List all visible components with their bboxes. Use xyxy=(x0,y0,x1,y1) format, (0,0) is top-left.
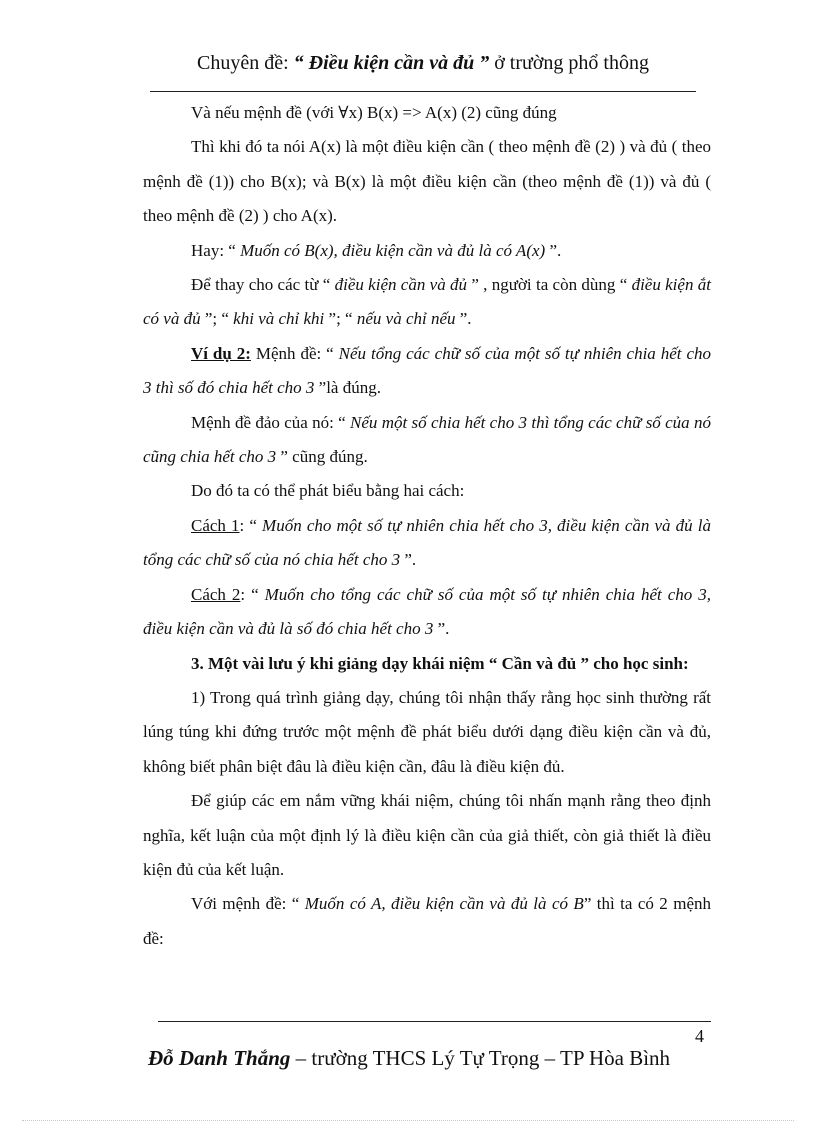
way-1-tail: ”. xyxy=(400,550,417,570)
paragraph-3 xyxy=(143,234,711,268)
example-2-label: Ví dụ 2: xyxy=(191,343,251,363)
way-2-tail: ”. xyxy=(433,619,450,639)
paragraph-11: 1) Trong quá trình giảng dạy, chúng tôi nhận thấy rằng học sinh thường rất lúng túng khi đứng trước một mệnh đề phát biểu dưới dạng điều kiện cần và đủ, không biết phân biệt đâu là điều kiện cần, đâu là điều kiện đủ. xyxy=(143,687,711,776)
p3-tail: ”. xyxy=(545,240,562,260)
example-2 xyxy=(143,337,711,406)
p3-quote: Muốn có B(x), điều kiện cần và đủ là có A(x) xyxy=(240,240,546,260)
p4-t4: ”; “ xyxy=(324,309,357,329)
p13-tail: ” thì ta có 2 mệnh đề: xyxy=(143,894,711,948)
header-topic: “ Điều kiện cần và đủ ” xyxy=(293,52,490,74)
p4-i3: khi và chỉ khi xyxy=(233,309,325,329)
way-2-label: Cách 2 xyxy=(191,584,241,604)
way-2-quote: Muốn cho tổng các chữ số của một số tự nhiên chia hết cho 3, điều kiện cần và đủ là số đó chia hết cho 3 xyxy=(143,584,711,639)
p4-t2: ” , người ta còn dùng “ xyxy=(467,275,632,295)
paragraph-6 xyxy=(143,406,711,475)
paragraph-1: Và nếu mệnh đề (với ∀x) B(x) => A(x) (2) cũng đúng xyxy=(191,103,557,122)
document-body xyxy=(143,96,711,956)
header-prefix: Chuyên đề: xyxy=(197,52,294,74)
way-2-lead: : “ xyxy=(240,584,265,604)
page-footer xyxy=(148,1046,670,1071)
page-number: 4 xyxy=(695,1026,704,1046)
way-1 xyxy=(143,509,711,578)
p4-t3: ”; “ xyxy=(200,309,234,329)
paragraph-7: Do đó ta có thể phát biểu bằng hai cách: xyxy=(191,481,465,501)
example-2-quote: Nếu tổng các chữ số của một số tự nhiên chia hết cho 3 thì số đó chia hết cho 3 xyxy=(143,343,711,398)
p6-lead: Mệnh đề đảo của nó: “ xyxy=(191,412,351,432)
p4-i2: điều kiện ắt có và đủ xyxy=(143,275,711,329)
p13-quote: Muốn có A, điều kiện cần và đủ là có B xyxy=(304,894,584,914)
p3-lead: Hay: “ xyxy=(191,240,241,260)
footer-rest: – trường THCS Lý Tự Trọng – TP Hòa Bình xyxy=(290,1046,671,1070)
way-2 xyxy=(143,578,711,647)
p4-i4: nếu và chỉ nếu xyxy=(356,309,456,329)
way-1-quote: Muốn cho một số tự nhiên chia hết cho 3, điều kiện cần và đủ là tổng các chữ số của nó chia hết cho 3 xyxy=(143,515,711,570)
p6-quote: Nếu một số chia hết cho 3 thì tổng các chữ số của nó cũng chia hết cho 3 xyxy=(143,412,711,467)
way-1-lead: : “ xyxy=(239,515,263,535)
example-2-tail: ”là đúng. xyxy=(314,378,381,398)
example-2-lead: Mệnh đề: “ xyxy=(250,343,339,363)
footer-rule xyxy=(158,1021,711,1022)
p4-t5: ”. xyxy=(455,309,472,329)
way-1-label: Cách 1 xyxy=(191,515,240,535)
paragraph-12: Để giúp các em nắm vững khái niệm, chúng tôi nhấn mạnh rằng theo định nghĩa, kết luận của một định lý là điều kiện cần của giả thiết, còn giả thiết là điều kiện đủ của kết luận. xyxy=(143,791,711,879)
section-3-heading: 3. Một vài lưu ý khi giảng dạy khái niệm “ Cần và đủ ” cho học sinh: xyxy=(191,653,689,673)
p4-i1: điều kiện cần và đủ xyxy=(334,275,468,295)
paragraph-2: Thì khi đó ta nói A(x) là một điều kiện cần ( theo mệnh đề (2) ) và đủ ( theo mệnh đề (1)) cho B(x); và B(x) là một điều kiện cần (theo mệnh đề (1)) và đủ ( theo mệnh đề (2) ) cho A(x). xyxy=(143,137,711,226)
footer-author: Đỗ Danh Thắng xyxy=(148,1046,291,1070)
header-suffix: ở trường phổ thông xyxy=(489,52,649,74)
paragraph-4 xyxy=(143,268,711,337)
p4-t1: Để thay cho các từ “ xyxy=(191,275,335,295)
p6-tail: ” cũng đúng. xyxy=(276,447,368,467)
page-header xyxy=(150,52,696,75)
header-rule xyxy=(150,91,696,92)
page-edge xyxy=(22,1120,794,1121)
paragraph-13 xyxy=(143,887,711,956)
p13-lead: Với mệnh đề: “ xyxy=(191,894,305,914)
